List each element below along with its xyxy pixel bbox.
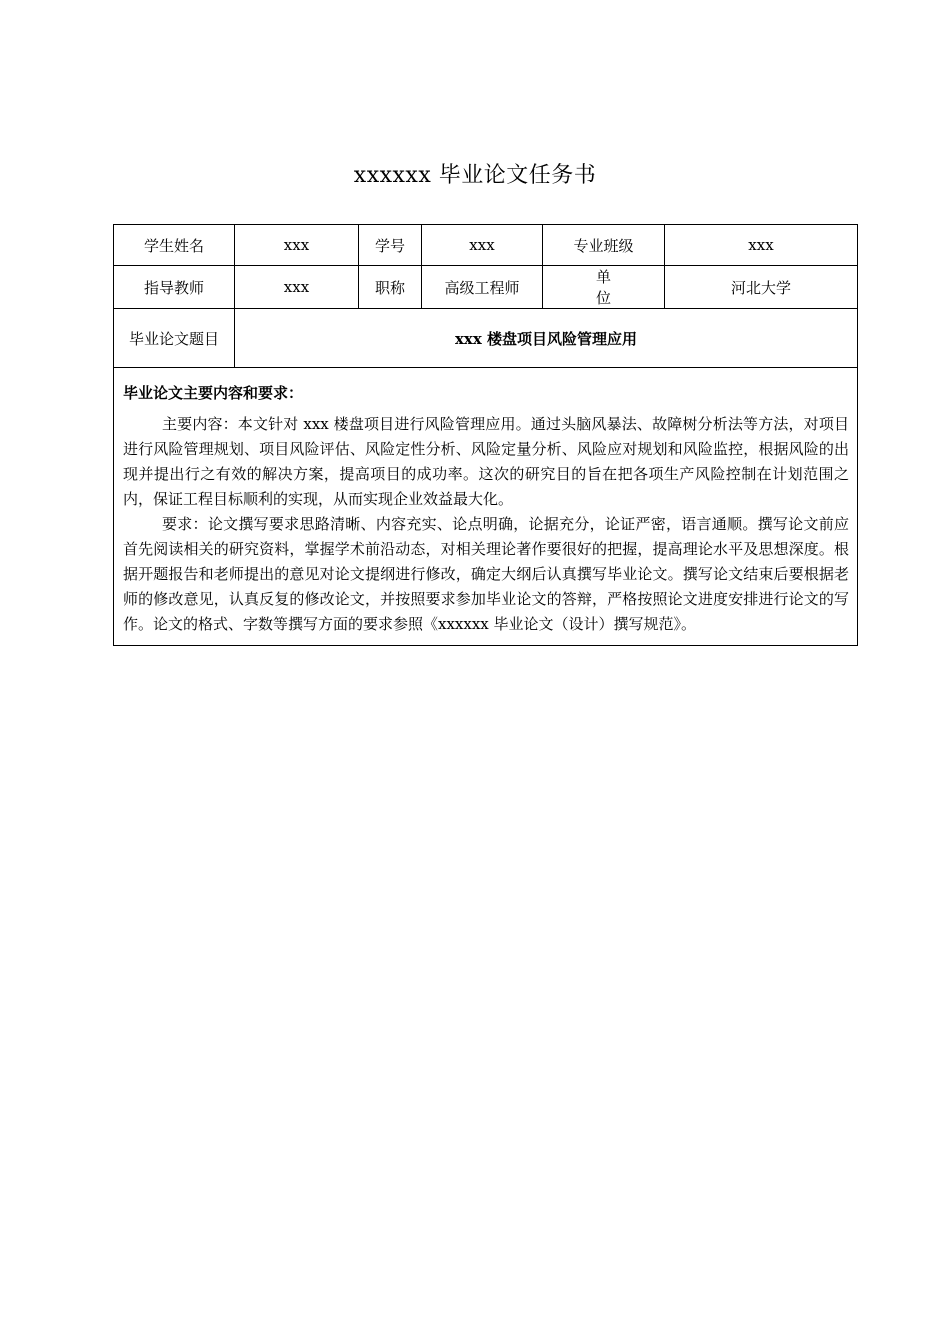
label-major-class: 专业班级 xyxy=(543,225,665,266)
paragraph-requirements: 要求：论文撰写要求思路清晰、内容充实、论点明确，论据充分，论证严密，语言通顺。撰写论文前应首先阅读相关的研究资料，掌握学术前沿动态，对相关理论著作要很好的把握，提高理论水平及思想深度。根据开题报告和老师提出的意见对论文提纲进行修改，确定大纲后认真撰写毕业论文。撰写论文结束后要根据老师的修改意见，认真反复的修改论文，并按照要求参加毕业论文的答辩，严格按照论文进度安排进行论文的写作。论文的格式、字数等撰写方面的要求参照《xxxxxx 毕业论文（设计）撰写规范》。 xyxy=(123,515,849,633)
value-thesis-topic: xxx 楼盘项目风险管理应用 xyxy=(235,309,858,368)
label-unit: 单位 xyxy=(543,266,665,309)
paragraph-main-content: 主要内容：本文针对 xxx 楼盘项目进行风险管理应用。通过头脑风暴法、故障树分析法等方法，对项目进行风险管理规划、项目风险评估、风险定性分析、风险定量分析、风险应对规划和风险监控，根据风险的出现并提出行之有效的解决方案，提高项目的成功率。这次的研究目的旨在把各项生产风险控制在计划范围之内，保证工程目标顺利的实现，从而实现企业效益最大化。 xyxy=(123,415,849,508)
value-student-id: xxx xyxy=(422,225,543,266)
label-student-id: 学号 xyxy=(359,225,422,266)
label-advisor: 指导教师 xyxy=(114,266,235,309)
value-student-name: xxx xyxy=(235,225,359,266)
content-heading: 毕业论文主要内容和要求： xyxy=(123,384,304,402)
value-professional-title: 高级工程师 xyxy=(422,266,543,309)
label-thesis-topic: 毕业论文题目 xyxy=(114,309,235,368)
content-cell xyxy=(114,368,858,646)
table-row-student xyxy=(114,225,858,266)
task-info-table xyxy=(113,224,858,646)
value-advisor: xxx xyxy=(235,266,359,309)
table-row-content xyxy=(114,368,858,646)
document-title: xxxxxx 毕业论文任务书 xyxy=(353,163,597,188)
value-major-class: xxx xyxy=(665,225,858,266)
value-unit: 河北大学 xyxy=(665,266,858,309)
label-student-name: 学生姓名 xyxy=(114,225,235,266)
table-row-topic xyxy=(114,309,858,368)
table-row-advisor xyxy=(114,266,858,309)
label-professional-title: 职称 xyxy=(359,266,422,309)
